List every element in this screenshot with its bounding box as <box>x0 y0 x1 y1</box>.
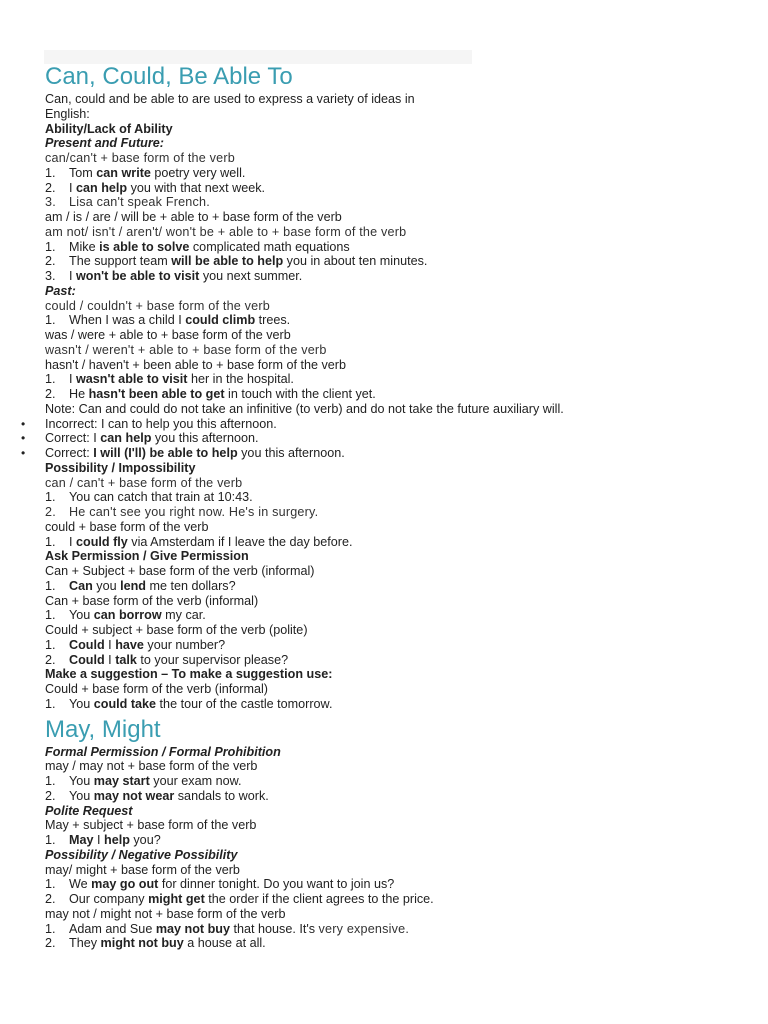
text-span: you in about ten minutes. <box>283 254 428 269</box>
italic-subheading: Formal Permission / Formal Prohibition <box>45 744 281 759</box>
text-line: was / were + able to + base form of the verb <box>45 328 291 342</box>
text-line: could + base form of the verb <box>45 519 209 534</box>
text-span: me ten dollars? <box>146 578 236 593</box>
item-number: 1. <box>45 239 56 254</box>
text-line: Note: Can and could do not take an infinitive (to verb) and do not take the future auxiliary will. <box>45 401 564 416</box>
text-span: trees. <box>255 313 291 328</box>
text-span: We <box>69 877 92 892</box>
text-line: wasn't / weren't + able to + base form of the verb <box>45 342 327 357</box>
text-span: You <box>69 788 94 803</box>
text-span: I <box>93 833 104 847</box>
text-line: Can + Subject + base form of the verb (informal) <box>45 564 315 578</box>
item-number: 1. <box>45 833 56 847</box>
numbered-item <box>45 697 645 712</box>
item-number: 2. <box>45 505 56 519</box>
document-page <box>45 62 645 951</box>
item-number: 1. <box>45 578 56 593</box>
bullet-item <box>45 431 645 446</box>
italic-subheading: Past: <box>45 283 76 298</box>
item-number: 1. <box>45 372 56 387</box>
text-line: can/can't + base form of the verb <box>45 151 235 165</box>
text-span: your number? <box>143 637 226 652</box>
item-number: 1. <box>45 637 56 652</box>
text-line: could / couldn't + base form of the verb <box>45 298 270 313</box>
text-span: When I was a child I <box>69 313 186 328</box>
bold-text: talk <box>115 652 137 667</box>
text-span: He can't see you right now. He's in surgery. <box>69 505 319 519</box>
subheading: Ask Permission / Give Permission <box>45 549 249 564</box>
italic-subheading: Possibility / Negative Possibility <box>45 847 238 862</box>
numbered-item <box>45 608 645 623</box>
text-span: Lisa can't speak French. <box>69 195 210 210</box>
text-span: They <box>69 936 101 951</box>
section-title: May, Might <box>45 715 161 743</box>
text-span: Our company <box>69 892 149 906</box>
text-span: in touch with the client yet. <box>224 387 376 401</box>
bold-text: have <box>115 637 144 652</box>
numbered-item <box>45 922 645 937</box>
numbered-item <box>45 181 645 196</box>
numbered-item <box>45 789 645 804</box>
bold-text: I will (I'll) be able to help <box>93 446 238 460</box>
text-span: a house at all. <box>183 936 266 951</box>
text-span: to your supervisor please? <box>136 652 289 667</box>
italic-subheading: Polite Request <box>45 803 133 818</box>
text-span: I <box>69 180 76 195</box>
item-number: 2. <box>45 892 56 906</box>
numbered-item <box>45 579 645 594</box>
bold-text: Could <box>69 652 105 667</box>
section-title: Can, Could, Be Able To <box>45 63 293 90</box>
text-line: may / may not + base form of the verb <box>45 759 258 774</box>
numbered-item <box>45 269 645 284</box>
item-number: 1. <box>45 921 56 936</box>
bold-text: might not buy <box>100 936 184 951</box>
item-number: 1. <box>45 165 56 180</box>
bold-text: can help <box>100 431 152 446</box>
item-number: 1. <box>45 696 56 711</box>
numbered-item <box>45 195 645 210</box>
numbered-item <box>45 240 645 255</box>
numbered-item <box>45 313 645 328</box>
text-span: I <box>69 372 76 387</box>
bold-text: could fly <box>76 534 128 549</box>
numbered-item <box>45 877 645 892</box>
bold-text: might get <box>148 892 205 906</box>
text-line: may not / might not + base form of the verb <box>45 906 286 921</box>
numbered-item <box>45 535 645 550</box>
bold-text: may not wear <box>93 788 175 803</box>
text-span: He <box>69 387 89 401</box>
text-line: English: <box>45 106 90 121</box>
bullet-item <box>45 446 645 461</box>
numbered-item <box>45 372 645 387</box>
numbered-item <box>45 774 645 789</box>
text-span: You <box>69 774 94 788</box>
numbered-item <box>45 387 645 402</box>
numbered-item <box>45 505 645 520</box>
text-span: I <box>69 269 76 283</box>
item-number: 2. <box>45 387 56 401</box>
numbered-item <box>45 892 645 907</box>
text-line: am not/ isn't / aren't/ won't be + able to + base form of the verb <box>45 224 407 239</box>
bold-text: can write <box>96 165 151 180</box>
bold-text: wasn't able to visit <box>76 372 188 387</box>
text-span: complicated math equations <box>189 239 350 254</box>
text-span: for dinner tonight. Do you want to join us? <box>158 877 395 892</box>
text-span: The support team <box>69 254 172 269</box>
item-number: 3. <box>45 269 56 283</box>
text-line: Could + base form of the verb (informal) <box>45 682 268 696</box>
text-span: Incorrect: I can to help you this afternoon. <box>45 416 277 431</box>
bold-text: could take <box>93 696 157 711</box>
text-span: You <box>69 696 94 711</box>
item-number: 2. <box>45 652 56 667</box>
bold-text: hasn't been able to get <box>88 387 225 401</box>
text-span: poetry very well. <box>150 165 246 180</box>
bold-text: may go out <box>91 877 159 892</box>
bold-text: May <box>69 833 94 847</box>
bold-text: could climb <box>185 313 256 328</box>
item-number: 1. <box>45 313 56 328</box>
numbered-item <box>45 490 645 505</box>
text-line: hasn't / haven't + been able to + base form of the verb <box>45 357 346 372</box>
text-span: you this afternoon. <box>151 431 259 446</box>
text-span: that house. It's <box>230 921 319 936</box>
bold-text: is able to solve <box>99 239 190 254</box>
item-number: 1. <box>45 774 56 788</box>
numbered-item <box>45 638 645 653</box>
italic-subheading: Present and Future: <box>45 136 164 151</box>
item-number: 1. <box>45 534 56 549</box>
text-span: you this afternoon. <box>237 446 345 460</box>
bold-text: may start <box>93 774 150 788</box>
subheading: Possibility / Impossibility <box>45 460 196 475</box>
item-number: 1. <box>45 877 56 892</box>
text-span: sandals to work. <box>174 788 269 803</box>
text-line: may/ might + base form of the verb <box>45 862 240 877</box>
text-line: Can + base form of the verb (informal) <box>45 593 259 608</box>
text-span: you next summer. <box>199 269 303 283</box>
text-span: You <box>69 608 94 623</box>
bold-text: will be able to help <box>171 254 284 269</box>
text-line: Can, could and be able to are used to express a variety of ideas in <box>45 92 415 106</box>
item-number: 1. <box>45 490 56 505</box>
bold-text: help <box>104 833 130 847</box>
text-span: I <box>104 652 116 667</box>
text-span: your exam now. <box>149 774 242 788</box>
item-number: 2. <box>45 788 56 803</box>
bullet-item <box>45 417 645 432</box>
bold-text: can help <box>76 180 128 195</box>
text-span: the tour of the castle tomorrow. <box>156 696 333 711</box>
bold-text: may not buy <box>155 921 231 936</box>
text-span: Mike <box>69 239 100 254</box>
text-line: can / can't + base form of the verb <box>45 475 243 490</box>
text-span: Tom <box>69 165 97 180</box>
text-span: I <box>104 637 116 652</box>
text-span: I <box>69 534 76 549</box>
text-span: Adam and Sue <box>69 921 156 936</box>
text-span: you? <box>129 833 161 847</box>
item-number: 2. <box>45 936 56 951</box>
bold-text: won't be able to visit <box>76 269 200 283</box>
text-span: very expensive. <box>318 921 410 936</box>
numbered-item <box>45 254 645 269</box>
subheading: Ability/Lack of Ability <box>45 121 173 136</box>
text-span: Correct: <box>45 446 94 460</box>
numbered-item <box>45 166 645 181</box>
bold-text: lend <box>120 578 146 593</box>
bold-text: can borrow <box>93 608 162 623</box>
item-number: 1. <box>45 608 56 623</box>
bold-text: Could <box>69 637 105 652</box>
numbered-item <box>45 936 645 951</box>
text-line: Could + subject + base form of the verb (polite) <box>45 623 308 637</box>
text-span: Correct: I <box>45 431 101 446</box>
numbered-item <box>45 653 645 668</box>
text-span: my car. <box>161 608 206 623</box>
item-number: 2. <box>45 254 56 269</box>
text-line: am / is / are / will be + able to + base form of the verb <box>45 210 342 224</box>
text-span: you with that next week. <box>127 180 265 195</box>
item-number: 3. <box>45 195 56 210</box>
item-number: 2. <box>45 180 56 195</box>
text-line: May + subject + base form of the verb <box>45 818 257 833</box>
subheading: Make a suggestion – To make a suggestion use: <box>45 667 333 682</box>
text-span: the order if the client agrees to the price. <box>204 892 434 906</box>
bold-text: Can <box>69 578 93 593</box>
text-span: her in the hospital. <box>187 372 294 387</box>
text-span: You can catch that train at 10:43. <box>69 490 253 505</box>
numbered-item <box>45 833 645 848</box>
text-span: you <box>92 578 121 593</box>
text-span: via Amsterdam if I leave the day before. <box>127 534 353 549</box>
